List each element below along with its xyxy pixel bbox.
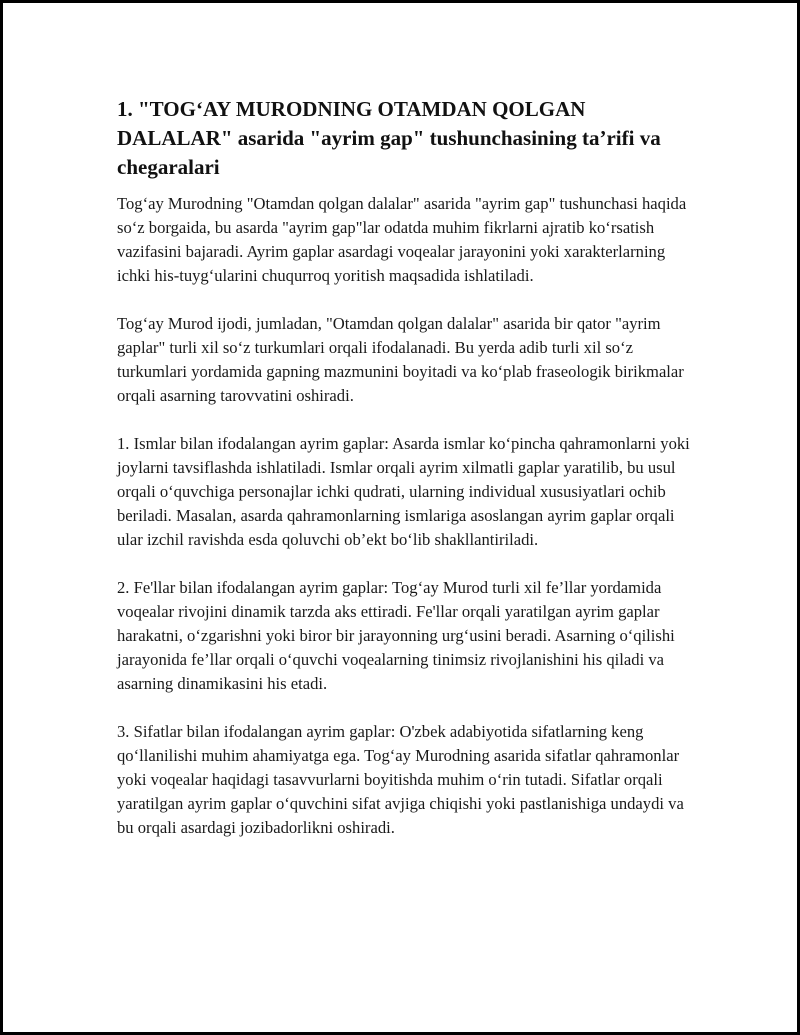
paragraph-intro: Tog‘ay Murodning "Otamdan qolgan dalalar" asarida "ayrim gap" tushunchasi haqida so‘z borgaida, bu asarda "ayrim gap"lar odatda muhim fikrlarni ajratib ko‘rsatish vazifasini bajaradi. Ayrim gaplar asardagi voqealar jarayonini yoki xarakterlarning ichki his-tuyg‘ularini chuqurroq yoritish maqsadida ishlatiladi. <box>117 194 687 285</box>
section-heading: 1. "TOG‘AY MURODNING OTAMDAN QOLGAN DALALAR" asarida "ayrim gap" tushunchasining ta’rifi va chegaralari <box>117 97 661 179</box>
paragraph-word-classes: Tog‘ay Murod ijodi, jumladan, "Otamdan qolgan dalalar" asarida bir qator "ayrim gaplar" turli xil so‘z turkumlari orqali ifodalanadi. Bu yerda adib turli xil so‘z turkumlari yordamida gapning mazmunini boyitadi va ko‘plab fraseologik birikmalar orqali asarning tarovvatini oshiradi. <box>117 314 684 405</box>
paragraph-verbs: 2. Fe'llar bilan ifodalangan ayrim gaplar: Tog‘ay Murod turli xil fe’llar yordamida voqealar rivojini dinamik tarzda aks ettiradi. Fe'llar orqali yaratilgan ayrim gaplar harakatni, o‘zgarishni yoki biror bir jarayonning urg‘usini beradi. Asarning o‘qilishi jarayonida fe’llar orqali o‘quvchi voqealarning tinimsiz rivojlanishini his qiladi va asarning dinamikasini his etadi. <box>117 578 675 693</box>
paragraph-nouns: 1. Ismlar bilan ifodalangan ayrim gaplar: Asarda ismlar ko‘pincha qahramonlarni yoki joylarni tavsiflashda ishlatiladi. Ismlar orqali ayrim xilmatli gaplar yaratilib, bu usul orqali o‘quvchiga personajlar ichki qudrati, ularning individual xususiyatlari ochib beriladi. Masalan, asarda qahramonlarning ismlariga asoslangan ayrim gaplar orqali ular izchil ravishda esda qoluvchi ob’ekt bo‘lib shakllantiriladi. <box>117 434 690 549</box>
paragraph-adjectives: 3. Sifatlar bilan ifodalangan ayrim gaplar: O'zbek adabiyotida sifatlarning keng qo‘llanilishi muhim ahamiyatga ega. Tog‘ay Murodning asarida sifatlar qahramonlar yoki voqealar haqidagi tasavvurlarni boyitishda muhim o‘rin tutadi. Sifatlar orqali yaratilgan ayrim gaplar o‘quvchini sifat avjiga chiqishi yoki pastlanishiga undaydi va bu orqali asardagi jozibadorlikni oshiradi. <box>117 722 684 837</box>
document-body <box>117 95 692 864</box>
